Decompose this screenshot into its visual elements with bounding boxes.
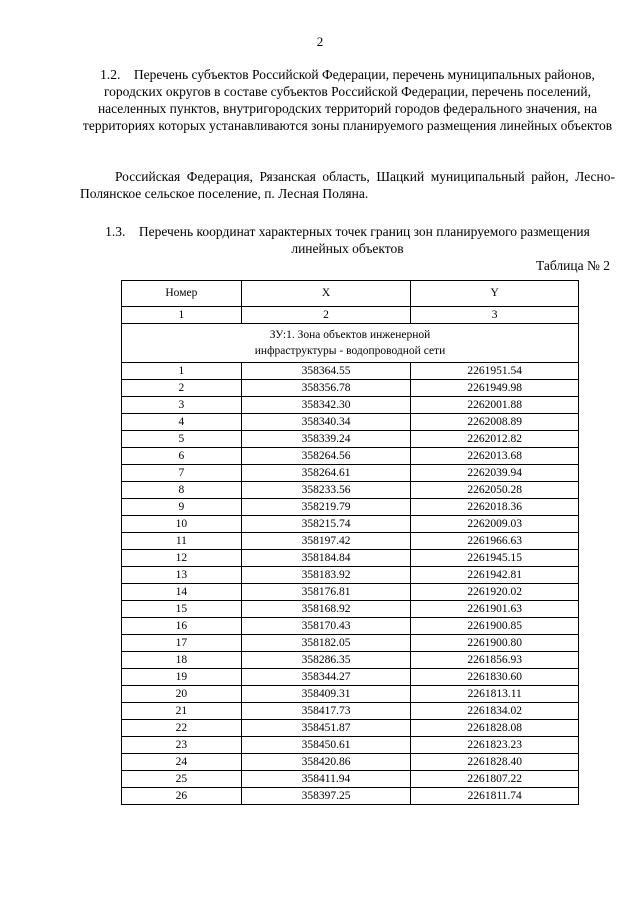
table-row <box>122 499 579 516</box>
zone-title-line-1: ЗУ:1. Зона объектов инженерной <box>269 329 431 341</box>
y-coordinate-cell: 2261813.11 <box>411 686 579 703</box>
section-1-2-text: Перечень субъектов Российской Федерации, перечень муниципальных районов, городских округов в составе субъектов Российской Федерации, перечень поселений, населенных пунктов, внутригородских территорий городов федерального значения, на территориях которых устанавливаются зоны планируемого размещения линейных объектов <box>82 67 613 133</box>
point-number-cell: 22 <box>122 720 242 737</box>
point-number-cell: 26 <box>122 788 242 805</box>
point-number-cell: 14 <box>122 584 242 601</box>
y-coordinate-cell: 2262013.68 <box>411 448 579 465</box>
point-number-cell: 17 <box>122 635 242 652</box>
y-coordinate-cell: 2261807.22 <box>411 771 579 788</box>
column-number: 1 <box>122 307 242 324</box>
table-row <box>122 584 579 601</box>
header-x: X <box>241 281 411 307</box>
y-coordinate-cell: 2261966.63 <box>411 533 579 550</box>
zone-title-row <box>122 324 579 363</box>
y-coordinate-cell: 2261830.60 <box>411 669 579 686</box>
point-number-cell: 19 <box>122 669 242 686</box>
x-coordinate-cell: 358356.78 <box>241 380 411 397</box>
point-number-cell: 24 <box>122 754 242 771</box>
table-row <box>122 686 579 703</box>
x-coordinate-cell: 358184.84 <box>241 550 411 567</box>
table-row <box>122 618 579 635</box>
y-coordinate-cell: 2262001.88 <box>411 397 579 414</box>
x-coordinate-cell: 358342.30 <box>241 397 411 414</box>
table-row <box>122 788 579 805</box>
y-coordinate-cell: 2261901.63 <box>411 601 579 618</box>
table-row <box>122 567 579 584</box>
section-1-3-text: Перечень координат характерных точек границ зон планируемого размещения линейных объектов <box>138 224 590 256</box>
x-coordinate-cell: 358409.31 <box>241 686 411 703</box>
y-coordinate-cell: 2261834.02 <box>411 703 579 720</box>
point-number-cell: 11 <box>122 533 242 550</box>
point-number-cell: 18 <box>122 652 242 669</box>
section-1-2-number: 1.2. <box>100 67 121 82</box>
point-number-cell: 20 <box>122 686 242 703</box>
point-number-cell: 8 <box>122 482 242 499</box>
table-row <box>122 465 579 482</box>
point-number-cell: 10 <box>122 516 242 533</box>
x-coordinate-cell: 358397.25 <box>241 788 411 805</box>
y-coordinate-cell: 2262008.89 <box>411 414 579 431</box>
y-coordinate-cell: 2261942.81 <box>411 567 579 584</box>
table-row <box>122 601 579 618</box>
point-number-cell: 25 <box>122 771 242 788</box>
y-coordinate-cell: 2261900.85 <box>411 618 579 635</box>
section-1-2-heading <box>80 66 615 134</box>
table-row <box>122 516 579 533</box>
y-coordinate-cell: 2261856.93 <box>411 652 579 669</box>
x-coordinate-cell: 358182.05 <box>241 635 411 652</box>
y-coordinate-cell: 2262039.94 <box>411 465 579 482</box>
x-coordinate-cell: 358364.55 <box>241 363 411 380</box>
x-coordinate-cell: 358233.56 <box>241 482 411 499</box>
table-row <box>122 669 579 686</box>
y-coordinate-cell: 2261951.54 <box>411 363 579 380</box>
x-coordinate-cell: 358170.43 <box>241 618 411 635</box>
x-coordinate-cell: 358340.34 <box>241 414 411 431</box>
y-coordinate-cell: 2261920.02 <box>411 584 579 601</box>
y-coordinate-cell: 2261811.74 <box>411 788 579 805</box>
header-number: Номер <box>122 281 242 307</box>
column-number: 3 <box>411 307 579 324</box>
y-coordinate-cell: 2262012.82 <box>411 431 579 448</box>
table-row <box>122 397 579 414</box>
x-coordinate-cell: 358420.86 <box>241 754 411 771</box>
table-row <box>122 482 579 499</box>
y-coordinate-cell: 2261823.23 <box>411 737 579 754</box>
table-row <box>122 703 579 720</box>
x-coordinate-cell: 358264.61 <box>241 465 411 482</box>
point-number-cell: 3 <box>122 397 242 414</box>
x-coordinate-cell: 358183.92 <box>241 567 411 584</box>
x-coordinate-cell: 358450.61 <box>241 737 411 754</box>
y-coordinate-cell: 2262018.36 <box>411 499 579 516</box>
section-1-3-number: 1.3. <box>105 224 126 239</box>
x-coordinate-cell: 358411.94 <box>241 771 411 788</box>
point-number-cell: 13 <box>122 567 242 584</box>
section-1-3-heading <box>80 223 615 257</box>
point-number-cell: 23 <box>122 737 242 754</box>
table-caption: Таблица № 2 <box>536 258 610 273</box>
x-coordinate-cell: 358344.27 <box>241 669 411 686</box>
table-row <box>122 720 579 737</box>
point-number-cell: 6 <box>122 448 242 465</box>
y-coordinate-cell: 2262050.28 <box>411 482 579 499</box>
column-number: 2 <box>241 307 411 324</box>
x-coordinate-cell: 358219.79 <box>241 499 411 516</box>
table-row <box>122 652 579 669</box>
table-row <box>122 754 579 771</box>
page-number: 2 <box>316 34 324 49</box>
x-coordinate-cell: 358176.81 <box>241 584 411 601</box>
point-number-cell: 15 <box>122 601 242 618</box>
table-row <box>122 414 579 431</box>
table-row <box>122 533 579 550</box>
table-row <box>122 550 579 567</box>
location-paragraph: Российская Федерация, Рязанская область, Шацкий муниципальный район, Лесно-Полянское сельское поселение, п. Лесная Поляна. <box>80 169 615 201</box>
table-row <box>122 635 579 652</box>
header-y: Y <box>411 281 579 307</box>
point-number-cell: 16 <box>122 618 242 635</box>
x-coordinate-cell: 358451.87 <box>241 720 411 737</box>
y-coordinate-cell: 2262009.03 <box>411 516 579 533</box>
point-number-cell: 5 <box>122 431 242 448</box>
y-coordinate-cell: 2261828.40 <box>411 754 579 771</box>
coordinates-table <box>121 280 579 805</box>
point-number-cell: 12 <box>122 550 242 567</box>
point-number-cell: 9 <box>122 499 242 516</box>
point-number-cell: 2 <box>122 380 242 397</box>
x-coordinate-cell: 358286.35 <box>241 652 411 669</box>
x-coordinate-cell: 358197.42 <box>241 533 411 550</box>
y-coordinate-cell: 2261900.80 <box>411 635 579 652</box>
table-row <box>122 363 579 380</box>
x-coordinate-cell: 358417.73 <box>241 703 411 720</box>
x-coordinate-cell: 358339.24 <box>241 431 411 448</box>
x-coordinate-cell: 358168.92 <box>241 601 411 618</box>
x-coordinate-cell: 358215.74 <box>241 516 411 533</box>
x-coordinate-cell: 358264.56 <box>241 448 411 465</box>
table-row <box>122 737 579 754</box>
column-number-row <box>122 307 579 324</box>
table-row <box>122 448 579 465</box>
point-number-cell: 4 <box>122 414 242 431</box>
point-number-cell: 1 <box>122 363 242 380</box>
table-row <box>122 380 579 397</box>
table-row <box>122 431 579 448</box>
zone-title-line-2: инфраструктуры - водопроводной сети <box>254 345 446 357</box>
y-coordinate-cell: 2261949.98 <box>411 380 579 397</box>
table-row <box>122 771 579 788</box>
y-coordinate-cell: 2261828.08 <box>411 720 579 737</box>
y-coordinate-cell: 2261945.15 <box>411 550 579 567</box>
point-number-cell: 21 <box>122 703 242 720</box>
zone-title <box>122 324 579 363</box>
point-number-cell: 7 <box>122 465 242 482</box>
table-header-row <box>122 281 579 307</box>
